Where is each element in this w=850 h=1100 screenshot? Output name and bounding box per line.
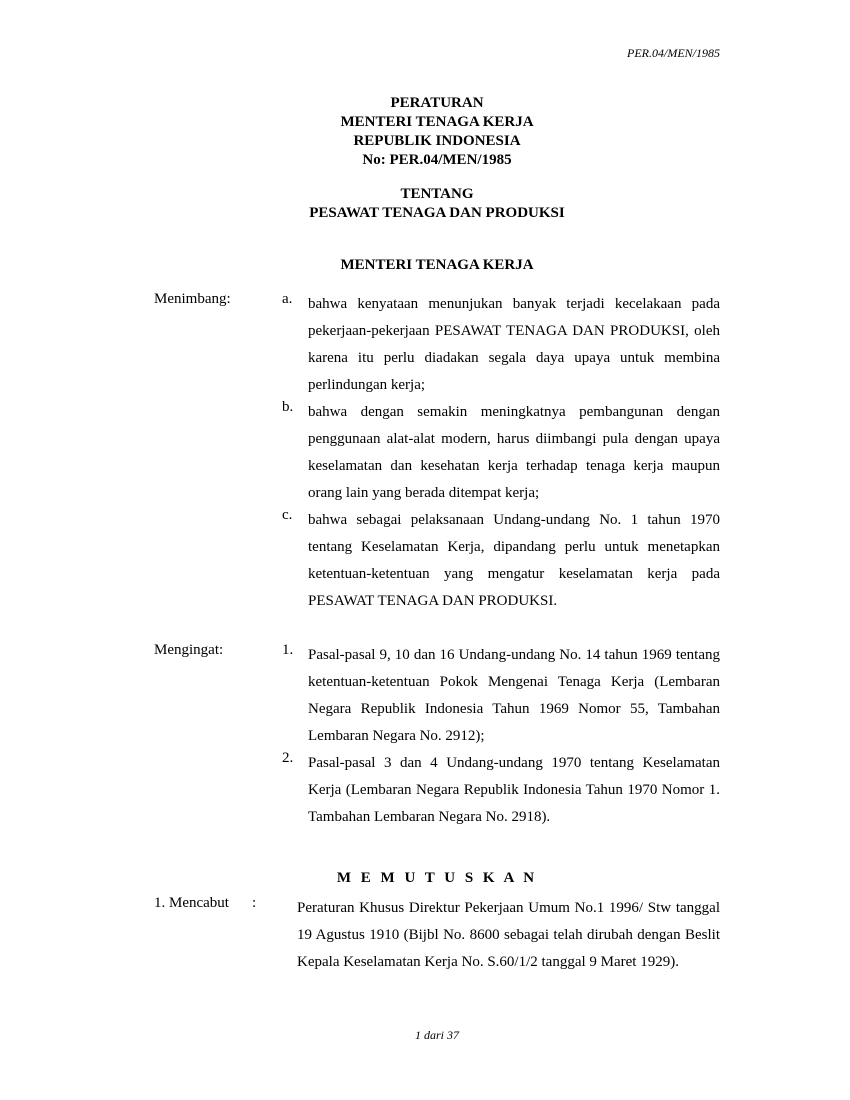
mencabut-label: 1. Mencabut [154, 895, 229, 911]
tentang-line-2: PESAWAT TENAGA DAN PRODUKSI [309, 205, 565, 221]
title-line-2: MENTERI TENAGA KERJA [340, 114, 534, 130]
minister-heading: MENTERI TENAGA KERJA [340, 257, 534, 273]
regulation-title [0, 94, 850, 170]
page-number: 1 dari 37 [414, 1028, 459, 1042]
item-marker: a. [282, 291, 293, 307]
mencabut-text: Peraturan Khusus Direktur Pekerjaan Umum No.1 1996/ Stw tanggal 19 Agustus 1910 (Bijbl No. 8600 sebagai telah dirubah dengan Beslit Kepala Keselamatan Kerja No. S.60/1/2 tanggal 9 Maret 1929). [297, 900, 720, 970]
item-text: bahwa kenyataan menunjukan banyak terjadi kecelakaan pada pekerjaan-pekerjaan PESAWAT TENAGA DAN PRODUKSI, oleh karena itu perlu diadakan segala daya upaya untuk membina perlindungan kerja; [308, 296, 720, 393]
menimbang-item [154, 507, 720, 615]
menimbang-item [154, 399, 720, 507]
item-marker: b. [282, 399, 294, 415]
item-text: bahwa sebagai pelaksanaan Undang-undang No. 1 tahun 1970 tentang Keselamatan Kerja, dipandang perlu untuk menetapkan ketentuan-ketentuan yang mengatur keselamatan kerja pada PESAWAT TENAGA DAN PRODUKSI. [308, 512, 720, 609]
item-marker: c. [282, 507, 293, 523]
title-line-4: No: PER.04/MEN/1985 [362, 152, 512, 168]
mengingat-item [154, 750, 720, 831]
menimbang-label: Menimbang: [154, 291, 231, 307]
mengingat-label: Mengingat: [154, 642, 224, 658]
menimbang-section [154, 291, 720, 615]
tentang-line-1: TENTANG [400, 186, 474, 202]
item-marker: 2. [282, 750, 294, 766]
mengingat-section [154, 642, 720, 831]
menimbang-item [154, 291, 720, 399]
title-line-1: PERATURAN [390, 95, 484, 111]
item-text: Pasal-pasal 3 dan 4 Undang-undang 1970 tentang Keselamatan Kerja (Lembaran Negara Republik Indonesia Tahun 1970 Nomor 1. Tambahan Lembaran Negara No. 2918). [308, 755, 720, 825]
item-text: bahwa dengan semakin meningkatnya pembangunan dengan penggunaan alat-alat modern, harus diimbangi pula dengan upaya keselamatan dan kesehatan kerja terhadap tenaga kerja maupun orang lain yang berada ditempat kerja; [308, 404, 720, 501]
header-reference: PER.04/MEN/1985 [627, 46, 720, 60]
item-text: Pasal-pasal 9, 10 dan 16 Undang-undang No. 14 tahun 1969 tentang ketentuan-ketentuan Pokok Mengenai Tenaga Kerja (Lembaran Negara Republik Indonesia Tahun 1969 Nomor 55, Tambahan Lembaran Negara No. 2912); [308, 647, 720, 744]
regulation-subject [0, 185, 850, 223]
mencabut-section [154, 895, 720, 976]
title-line-3: REPUBLIK INDONESIA [353, 133, 521, 149]
mencabut-colon: : [252, 895, 257, 911]
item-marker: 1. [282, 642, 294, 658]
mengingat-item [154, 642, 720, 750]
memutuskan-heading: M E M U T U S K A N [336, 870, 538, 886]
